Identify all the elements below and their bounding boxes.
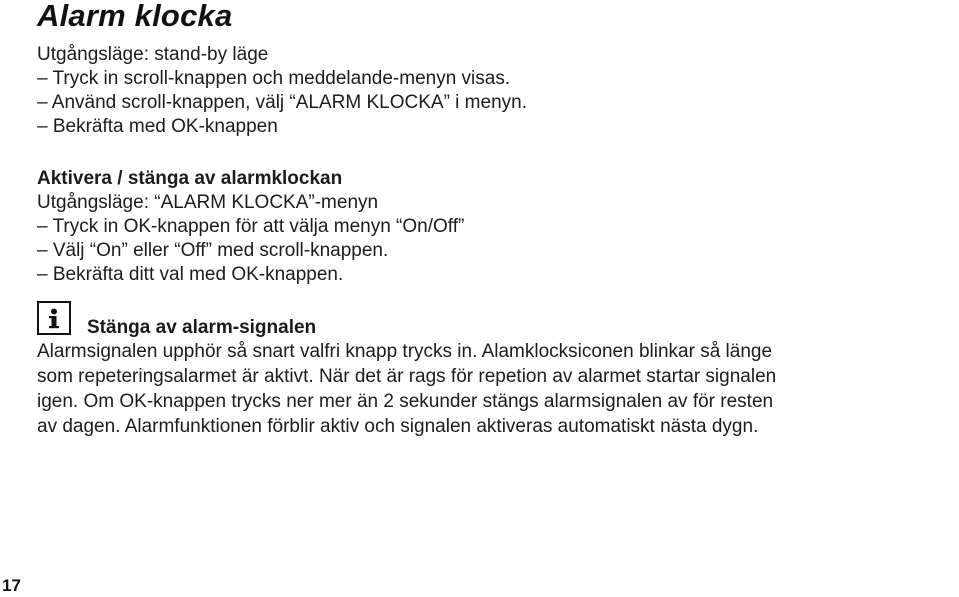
activate-step-1: – Tryck in OK-knappen för att välja menyn “On/Off” [37,216,465,237]
activate-step-2: – Välj “On” eller “Off” med scroll-knappen. [37,240,389,261]
note-line-1: Alarmsignalen upphör så snart valfri knapp trycks in. Alamklocksiconen blinkar så länge [37,341,773,362]
intro-start-state: Utgångsläge: stand-by läge [37,44,269,65]
activate-start-state: Utgångsläge: “ALARM KLOCKA”-menyn [37,192,379,213]
page-number: 17 [2,576,21,595]
note-line-4: av dagen. Alarmfunktionen förblir aktiv och signalen aktiveras automatiskt nästa dygn. [37,416,759,437]
activate-heading: Aktivera / stänga av alarmklockan [37,168,343,189]
activate-step-3: – Bekräfta ditt val med OK-knappen. [37,264,344,285]
intro-step-2: – Använd scroll-knappen, välj “ALARM KLOCKA” i menyn. [37,92,527,113]
note-line-2: som repeteringsalarmet är aktivt. När det är rags för repetion av alarmet startar signalen [37,366,777,387]
intro-step-3: – Bekräfta med OK-knappen [37,116,278,137]
page-title: Alarm klocka [37,0,233,33]
note-line-3: igen. Om OK-knappen trycks ner mer än 2 sekunder stängs alarmsignalen av för resten [37,391,774,412]
intro-step-1: – Tryck in scroll-knappen och meddelande-menyn visas. [37,68,511,89]
info-icon [37,301,71,335]
note-heading: Stänga av alarm-signalen [87,317,317,338]
